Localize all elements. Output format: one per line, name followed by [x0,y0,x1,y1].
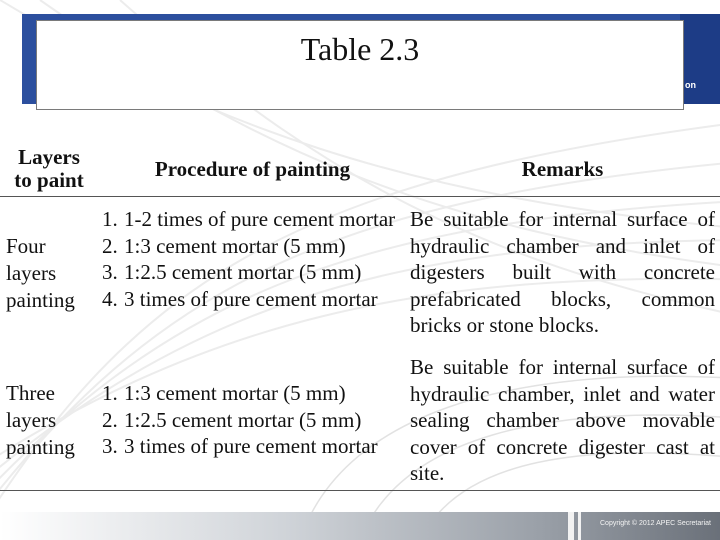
step-text: 1-2 times of pure cement mortar [124,207,396,231]
header-layers [6,146,92,192]
table-rule-bottom [0,490,720,491]
header-layers-line-1: Layers [18,145,80,169]
step-text: 1:2.5 cement mortar (5 mm) [124,260,362,284]
step-number: 2. [102,407,118,432]
header-remarks: Remarks [521,157,604,181]
row-label-line: Three [6,381,55,405]
procedure-step [102,206,400,233]
step-number: 4. [102,286,118,311]
procedure-step [102,286,400,313]
copyright-text: Copyright © 2012 APEC Secretariat [600,520,711,527]
procedure-step [102,233,400,260]
procedure-list-three-layers [102,380,400,460]
slide-title: Table 2.3 [300,31,420,67]
table-rule-top [0,196,720,197]
procedure-list-four-layers [102,206,400,312]
step-number: 3. [102,260,118,284]
header-banner-text: on [685,80,696,90]
procedure-step [102,407,400,434]
step-number: 3. [102,434,118,458]
step-number: 2. [102,233,118,258]
footer-divider [578,512,581,540]
row-label-line: layers [6,408,57,432]
row-label-line: painting [6,288,75,312]
row-label-line: painting [6,435,75,459]
step-number: 1. [102,381,118,405]
procedure-step [102,259,400,286]
title-box [36,20,684,110]
row-label-three-layers [6,380,75,461]
step-text: 1:3 cement mortar (5 mm) [124,381,346,405]
step-text: 3 times of pure cement mortar [124,286,378,311]
remark-four-layers: Be suitable for internal surface of hydraulic chamber and inlet of digesters built with concrete prefabricated blocks, common bricks or stone blocks. [410,207,715,337]
header-procedure: Procedure of painting [154,157,351,181]
procedure-step [102,380,400,407]
step-text: 3 times of pure cement mortar [124,434,378,458]
header-layers-line-2: to paint [14,168,84,192]
step-number: 1. [102,207,118,231]
footer-divider [568,512,574,540]
row-label-line: layers [6,261,57,285]
remark-three-layers: Be suitable for internal surface of hydraulic chamber, inlet and water sealing chamber above movable cover of concrete digester cast at site. [410,355,715,485]
step-text: 1:3 cement mortar (5 mm) [124,233,346,258]
row-label-line: Four [6,234,46,258]
header-banner-edge [680,14,720,104]
procedure-step [102,433,400,460]
row-label-four-layers [6,233,75,314]
step-text: 1:2.5 cement mortar (5 mm) [124,407,362,432]
